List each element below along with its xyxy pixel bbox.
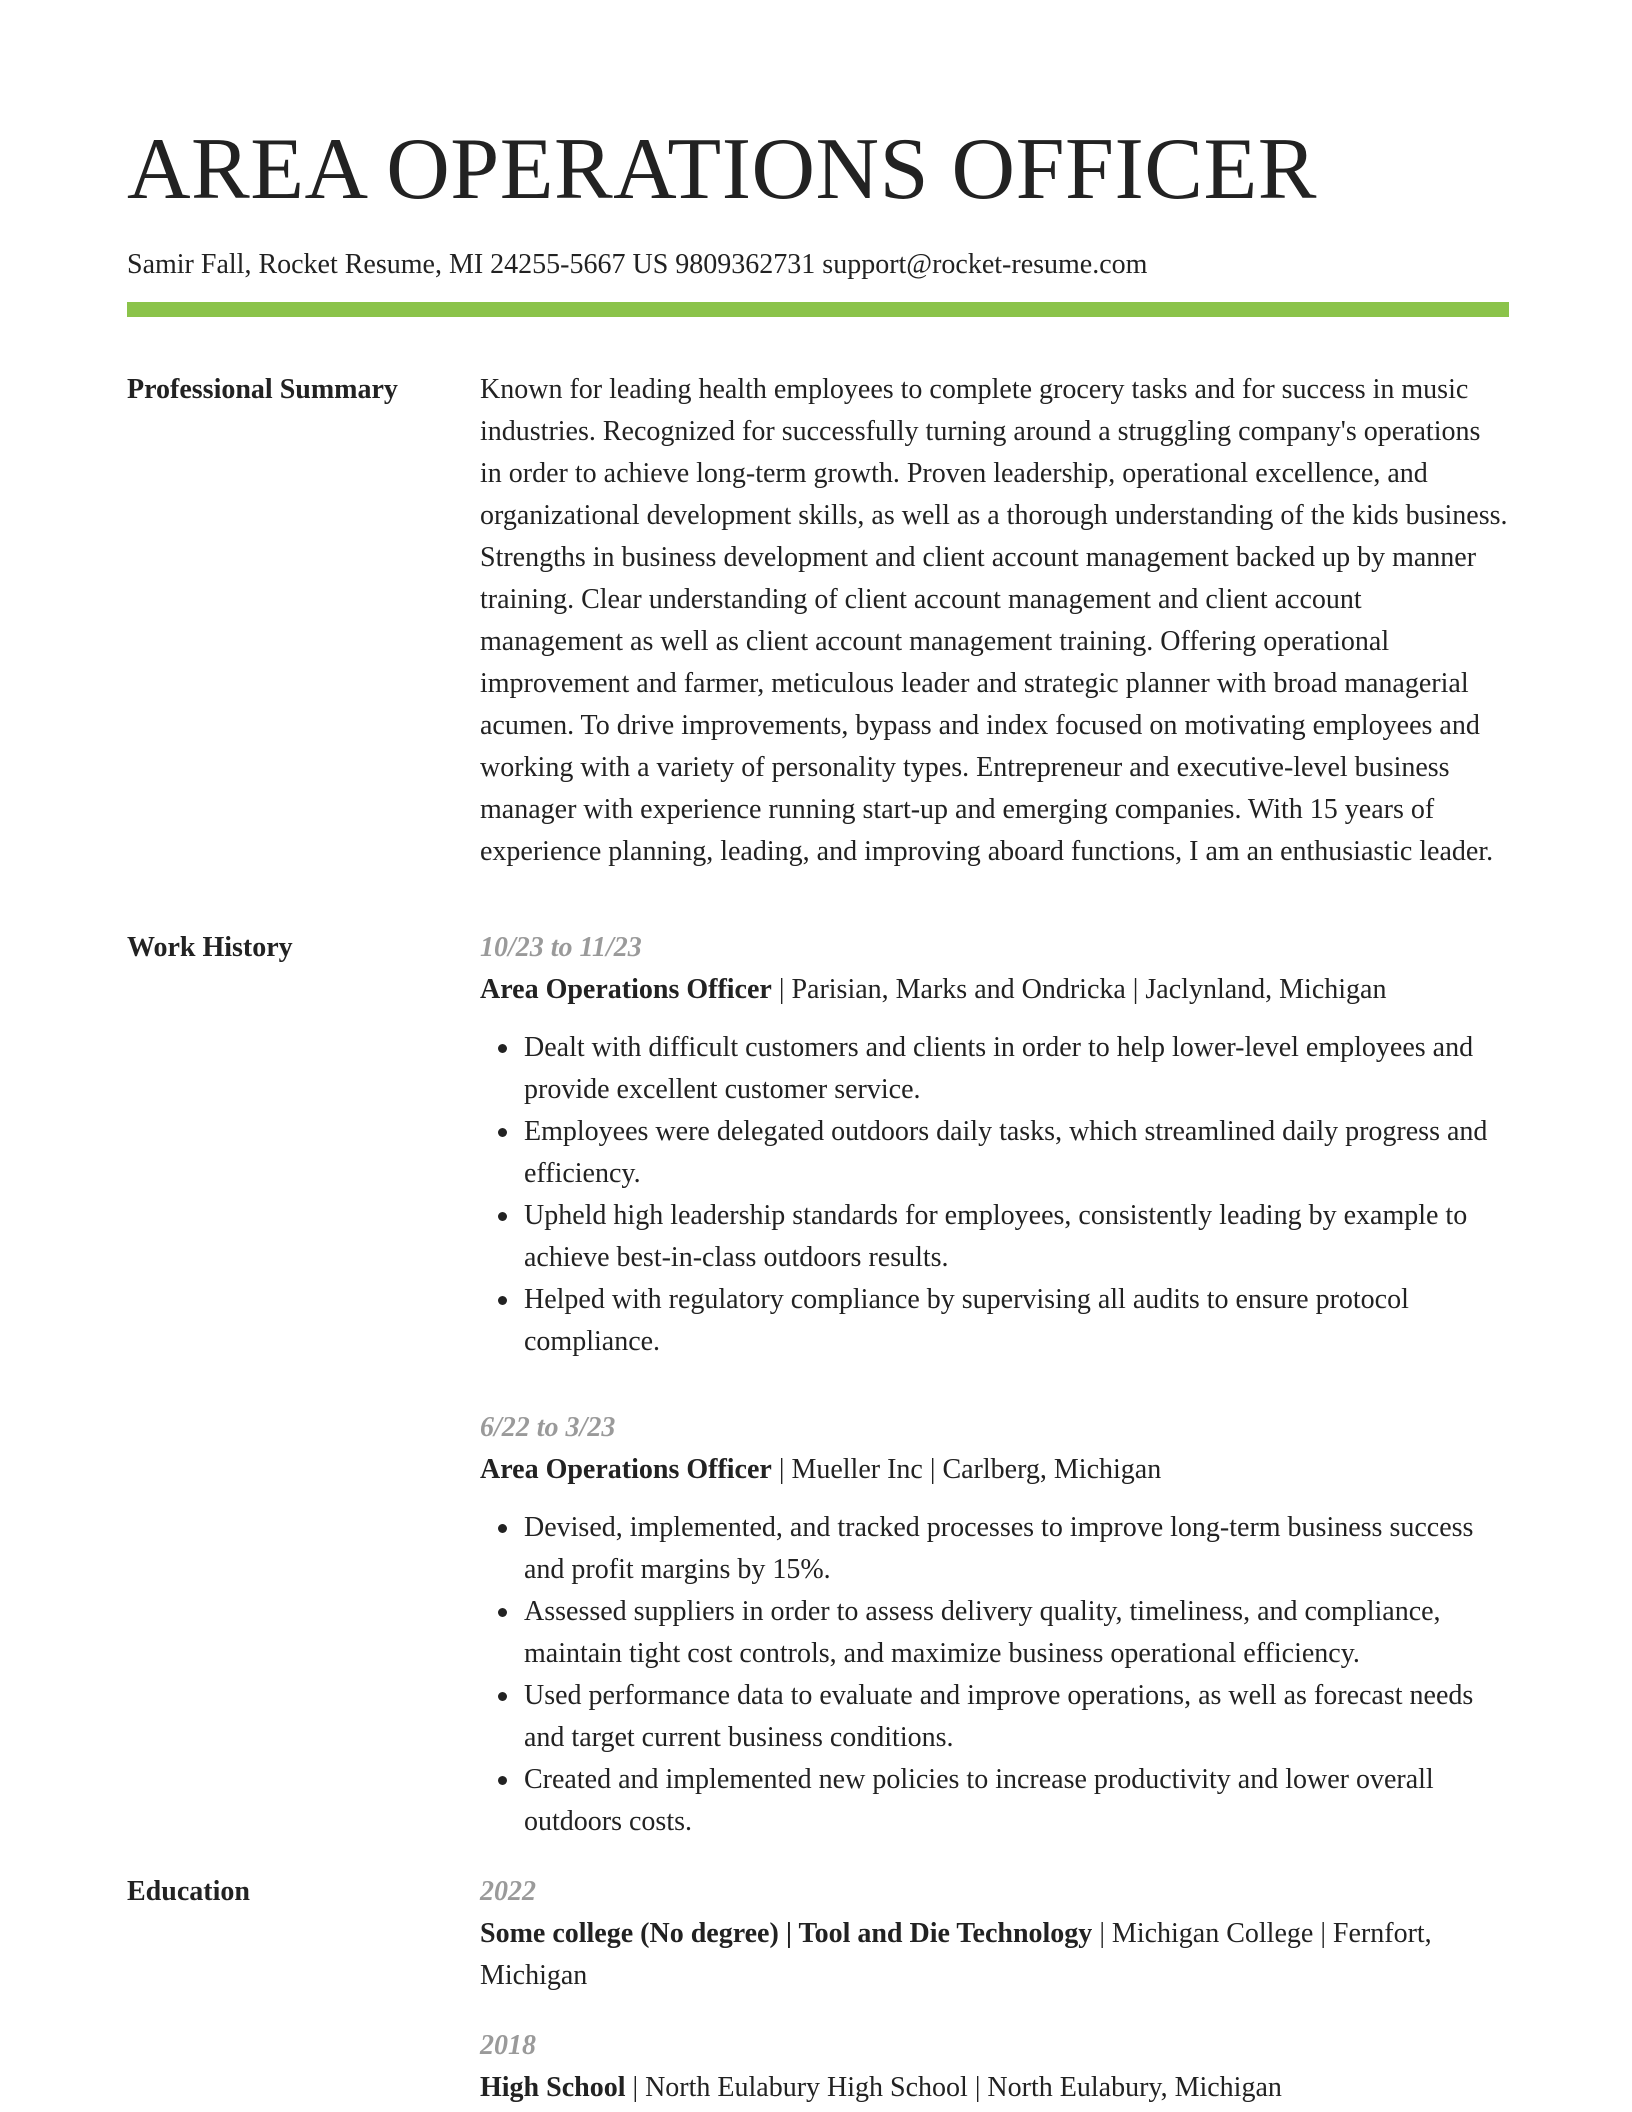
education-entry — [480, 2025, 1509, 2109]
job-title: Area Operations Officer — [480, 974, 772, 1005]
job-bullet: Used performance data to evaluate and improve operations, as well as forecast needs and target current business conditions. — [524, 1675, 1509, 1759]
header-divider — [127, 302, 1509, 317]
job-role — [480, 969, 1509, 1011]
job-bullet: Employees were delegated outdoors daily tasks, which streamlined daily progress and efficiency. — [524, 1111, 1509, 1195]
job-entry — [480, 1407, 1509, 1843]
resume-title: AREA OPERATIONS OFFICER — [127, 121, 1317, 218]
job-bullet: Devised, implemented, and tracked processes to improve long-term business success and profit margins by 15%. — [524, 1507, 1509, 1591]
summary-heading: Professional Summary — [127, 374, 398, 405]
resume-page — [127, 0, 1509, 2109]
education-degree: Some college (No degree) | Tool and Die Technology — [480, 1918, 1093, 1949]
work-history-list — [480, 927, 1509, 1843]
job-bullets — [480, 1027, 1509, 1363]
job-bullets — [480, 1507, 1509, 1843]
education-heading: Education — [127, 1876, 250, 1907]
education-entry — [480, 1871, 1509, 1997]
job-dates: 10/23 to 11/23 — [480, 932, 642, 963]
job-details: | Mueller Inc | Carlberg, Michigan — [771, 1454, 1162, 1485]
job-bullet: Helped with regulatory compliance by supervising all audits to ensure protocol compliance. — [524, 1279, 1509, 1363]
education-details: | North Eulabury High School | North Eulabury, Michigan — [625, 2072, 1282, 2103]
education-details: | Michigan College | Fernfort, Michigan — [480, 1918, 1432, 1991]
work-history-heading: Work History — [127, 932, 293, 963]
education-degree: High School — [480, 2072, 626, 2103]
summary-text: Known for leading health employees to complete grocery tasks and for success in music industries. Recognized for successfully turning around a struggling company's operations in order to achieve long-term growth. Proven leadership, operational excellence, and organizational development skills, as well as a thorough understanding of the kids business. Strengths in business development and client account management backed up by manner training. Clear understanding of client account management and client account management as well as client account management training. Offering operational improvement and farmer, meticulous leader and strategic planner with broad managerial acumen. To drive improvements, bypass and index focused on motivating employees and working with a variety of personality types. Entrepreneur and executive-level business manager with experience running start-up and emerging companies. With 15 years of experience planning, leading, and improving aboard functions, I am an enthusiastic leader. — [480, 374, 1508, 867]
job-bullet: Upheld high leadership standards for employees, consistently leading by example to achieve best-in-class outdoors results. — [524, 1195, 1509, 1279]
job-entry — [480, 927, 1509, 1363]
education-line — [480, 1913, 1509, 1997]
job-role — [480, 1449, 1509, 1491]
summary-section — [127, 369, 1509, 873]
education-section — [127, 1871, 1509, 2109]
job-bullet: Assessed suppliers in order to assess delivery quality, timeliness, and compliance, maintain tight cost controls, and maximize business operational efficiency. — [524, 1591, 1509, 1675]
work-history-section — [127, 927, 1509, 1843]
job-bullet: Dealt with difficult customers and clients in order to help lower-level employees and provide excellent customer service. — [524, 1027, 1509, 1111]
job-bullet: Created and implemented new policies to increase productivity and lower overall outdoors costs. — [524, 1759, 1509, 1843]
job-title: Area Operations Officer — [480, 1454, 772, 1485]
education-year: 2018 — [480, 2030, 536, 2061]
job-details: | Parisian, Marks and Ondricka | Jaclynland, Michigan — [771, 974, 1387, 1005]
job-dates: 6/22 to 3/23 — [480, 1412, 616, 1443]
education-list — [480, 1871, 1509, 2109]
education-line — [480, 2067, 1509, 2109]
education-year: 2022 — [480, 1876, 536, 1907]
contact-line: Samir Fall, Rocket Resume, MI 24255-5667 US 9809362731 support@rocket-resume.com — [127, 249, 1148, 280]
